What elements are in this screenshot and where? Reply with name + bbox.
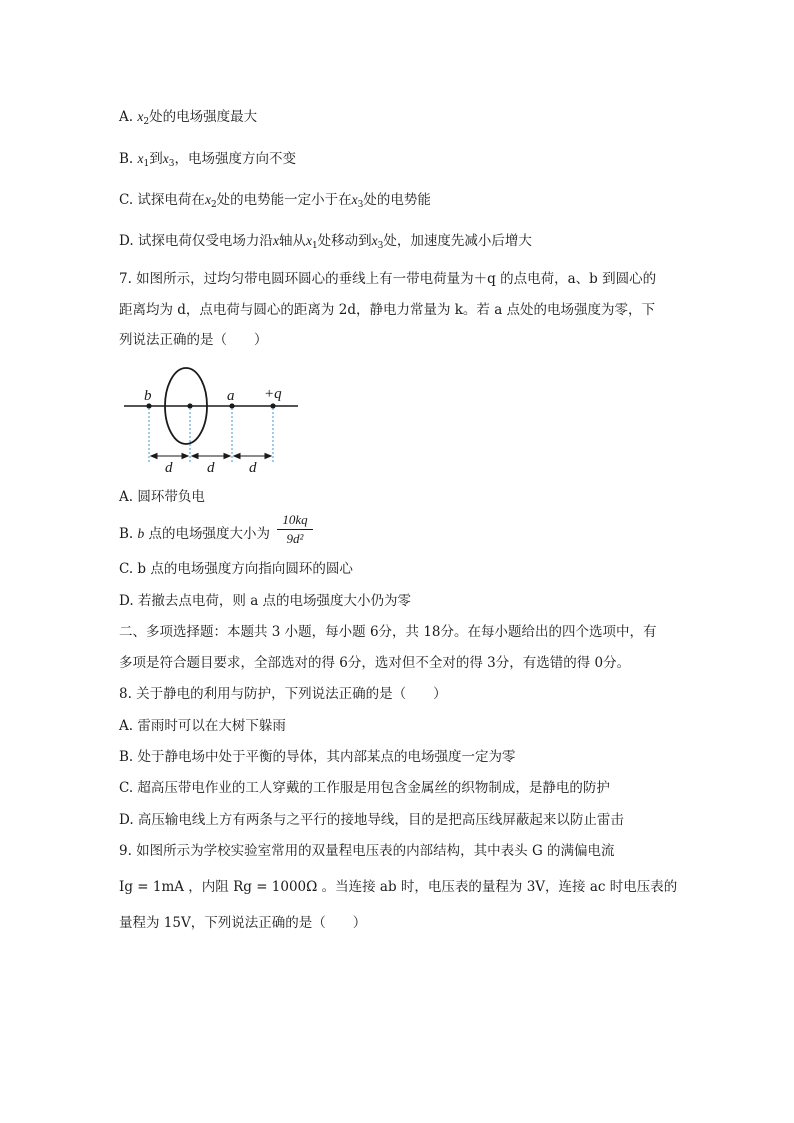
q6-option-c: C. 试探电荷在$x_2$处的电势能一定小于在$x_3$处的电势能	[119, 192, 431, 210]
q6-option-a: A. $x_2$处的电场强度最大	[119, 109, 258, 127]
q7-option-b: B. b 点的电场强度大小为	[119, 526, 271, 542]
point-a	[229, 403, 234, 408]
label-b: b	[144, 388, 152, 404]
label-q: +q	[264, 386, 282, 402]
q8-option-d: D. 高压输电线上方有两条与之平行的接地导线，目的是把高压线屏蔽起来以防止雷击	[119, 812, 624, 828]
point-charge	[270, 403, 275, 408]
q9-stem-line2: Ig = 1mA ，内阻 Rg = 1000Ω 。当连接 ab 时，电压表的量程为 3V，连接 ac 时电压表的	[119, 879, 678, 895]
section2-line2: 多项是符合题目要求，全部选对的得 6分，选对但不全对的得 3分，有选错的得 0分。	[119, 655, 631, 671]
q7-stem-line3: 列说法正确的是（ ）	[119, 332, 268, 348]
q7-stem-line1: 7. 如图所示，过均匀带电圆环圆心的垂线上有一带电荷量为＋q 的点电荷，a、b 到圆心的	[119, 271, 657, 287]
point-b	[146, 403, 151, 408]
q6-option-b: B. $x_1$到$x_3$，电场强度方向不变	[119, 151, 296, 169]
q9-stem-line1: 9. 如图所示为学校实验室常用的双量程电压表的内部结构，其中表头 G 的满偏电流	[119, 843, 615, 859]
q8-option-b: B. 处于静电场中处于平衡的导体，其内部某点的电场强度一定为零	[119, 749, 516, 765]
q7-option-d: D. 若撤去点电荷，则 a 点的电场强度大小仍为零	[119, 593, 412, 609]
label-a: a	[227, 388, 235, 404]
q8-option-c: C. 超高压带电作业的工人穿戴的工作服是用包含金属丝的织物制成，是静电的防护	[119, 780, 610, 796]
q7-option-b-fraction: 10kq 9d²	[275, 512, 315, 547]
q7-option-a: A. 圆环带负电	[119, 489, 205, 505]
dim-label-3: d	[249, 460, 257, 473]
q8-stem: 8. 关于静电的利用与防护，下列说法正确的是（ ）	[119, 686, 447, 702]
ring-center	[187, 403, 192, 408]
q8-option-a: A. 雷雨时可以在大树下躲雨	[119, 718, 286, 734]
q7-option-c: C. b 点的电场强度方向指向圆环的圆心	[119, 561, 353, 577]
q7-ring-figure	[118, 358, 308, 473]
q7-stem-line2: 距离均为 d，点电荷与圆心的距离为 2d，静电力常量为 k。若 a 点处的电场强度为零，下	[119, 302, 656, 318]
section2-line1: 二、多项选择题：本题共 3 小题，每小题 6分，共 18分。在每小题给出的四个选项中，有	[119, 624, 657, 640]
dim-label-1: d	[165, 460, 173, 473]
q6-option-d: D. 试探电荷仅受电场力沿x轴从$x_1$处移动到$x_3$处，加速度先减小后增大	[119, 233, 532, 251]
dim-label-2: d	[207, 460, 215, 473]
q9-stem-line3: 量程为 15V，下列说法正确的是（ ）	[119, 915, 367, 931]
